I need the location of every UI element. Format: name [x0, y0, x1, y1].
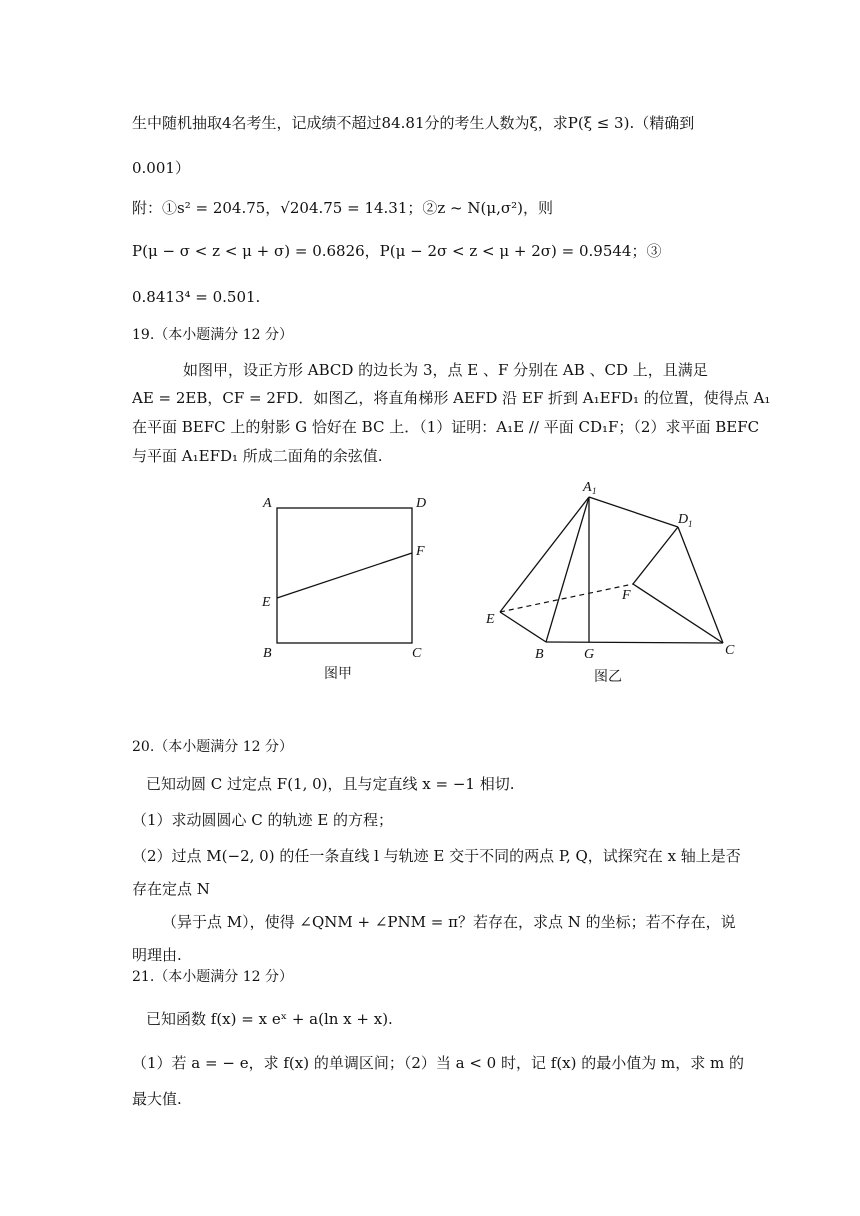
q20-para-4: 存在定点 N — [132, 880, 210, 898]
label-g: G — [584, 647, 595, 662]
edge-e-b — [500, 612, 546, 642]
label-f: F — [416, 544, 425, 559]
q19-para-3: 在平面 BEFC 上的射影 G 恰好在 BC 上．（1）证明：A₁E // 平面 CD₁F；（2）求平面 BEFC — [132, 418, 760, 436]
label-e: E — [262, 595, 271, 610]
q18-line-5: 0.8413⁴ = 0.501. — [132, 288, 261, 306]
q19-para-2: AE = 2EB，CF = 2FD．如图乙，将直角梯形 AEFD 沿 EF 折到 A₁EFD₁ 的位置，使得点 A₁ — [132, 389, 771, 407]
edge-b-c — [546, 642, 723, 643]
q20-para-6: 明理由. — [132, 946, 182, 964]
q20-para-5: （异于点 M），使得 ∠QNM + ∠PNM = π？若存在，求点 N 的坐标；若不存在，说 — [162, 913, 736, 931]
label-b2: B — [535, 647, 544, 662]
q19-para-1: 如图甲，设正方形 ABCD 的边长为 3，点 E 、F 分别在 AB 、CD 上，且满足 — [183, 361, 708, 379]
q21-para-2: （1）若 a = − e，求 f(x) 的单调区间；（2）当 a < 0 时，记 f(x) 的最小值为 m，求 m 的 — [132, 1054, 744, 1072]
segment-ef — [277, 553, 412, 598]
figure-jia — [261, 496, 426, 682]
q18-line-2: 0.001） — [132, 159, 190, 177]
label-f2: F — [622, 588, 631, 603]
label-c2: C — [725, 643, 735, 658]
q20-para-2: （1）求动圆圆心 C 的轨迹 E 的方程； — [132, 811, 394, 829]
q21-heading: 21.（本小题满分 12 分） — [132, 969, 293, 985]
edge-a1-d1 — [589, 497, 678, 527]
label-d: D — [416, 496, 427, 511]
q18-line-3: 附：①s² = 204.75，√204.75 = 14.31；②z ~ N(μ,σ²)，则 — [132, 199, 553, 217]
q21-para-1: 已知函数 f(x) = x eˣ + a(ln x + x). — [146, 1010, 393, 1028]
edge-f-c — [633, 584, 723, 643]
label-c: C — [412, 646, 422, 661]
q20-para-1: 已知动圆 C 过定点 F(1, 0)，且与定直线 x = −1 相切. — [146, 775, 515, 793]
label-b: B — [263, 646, 272, 661]
edge-a1-e — [500, 497, 589, 612]
label-a: A — [263, 496, 272, 511]
q20-heading: 20.（本小题满分 12 分） — [132, 739, 293, 755]
q20-para-3: （2）过点 M(−2, 0) 的任一条直线 l 与轨迹 E 交于不同的两点 P, Q，试探究在 x 轴上是否 — [132, 847, 741, 865]
q19-para-4: 与平面 A₁EFD₁ 所成二面角的余弦值. — [132, 447, 383, 465]
edge-d1-f — [633, 527, 678, 584]
q18-line-1: 生中随机抽取4名考生，记成绩不超过84.81分的考生人数为ξ，求P(ξ ≤ 3).（精确到 — [132, 114, 695, 132]
q18-line-4: P(μ − σ < z < μ + σ) = 0.6826，P(μ − 2σ < z < μ + 2σ) = 0.9544；③ — [132, 242, 662, 260]
label-d1: D — [678, 512, 689, 527]
q19-heading: 19.（本小题满分 12 分） — [132, 327, 293, 343]
figure-yi — [485, 480, 735, 685]
label-e2: E — [486, 612, 495, 627]
caption-jia: 图甲 — [324, 666, 352, 682]
label-a1: A — [583, 480, 592, 495]
q21-para-3: 最大值. — [132, 1090, 182, 1108]
label-a1-sub: 1 — [592, 486, 597, 496]
caption-yi: 图乙 — [594, 669, 622, 685]
edge-d1-c — [678, 527, 723, 643]
edge-a1-b — [546, 497, 589, 642]
label-d1-sub: 1 — [688, 519, 693, 529]
edge-e-f-dashed — [500, 584, 633, 612]
